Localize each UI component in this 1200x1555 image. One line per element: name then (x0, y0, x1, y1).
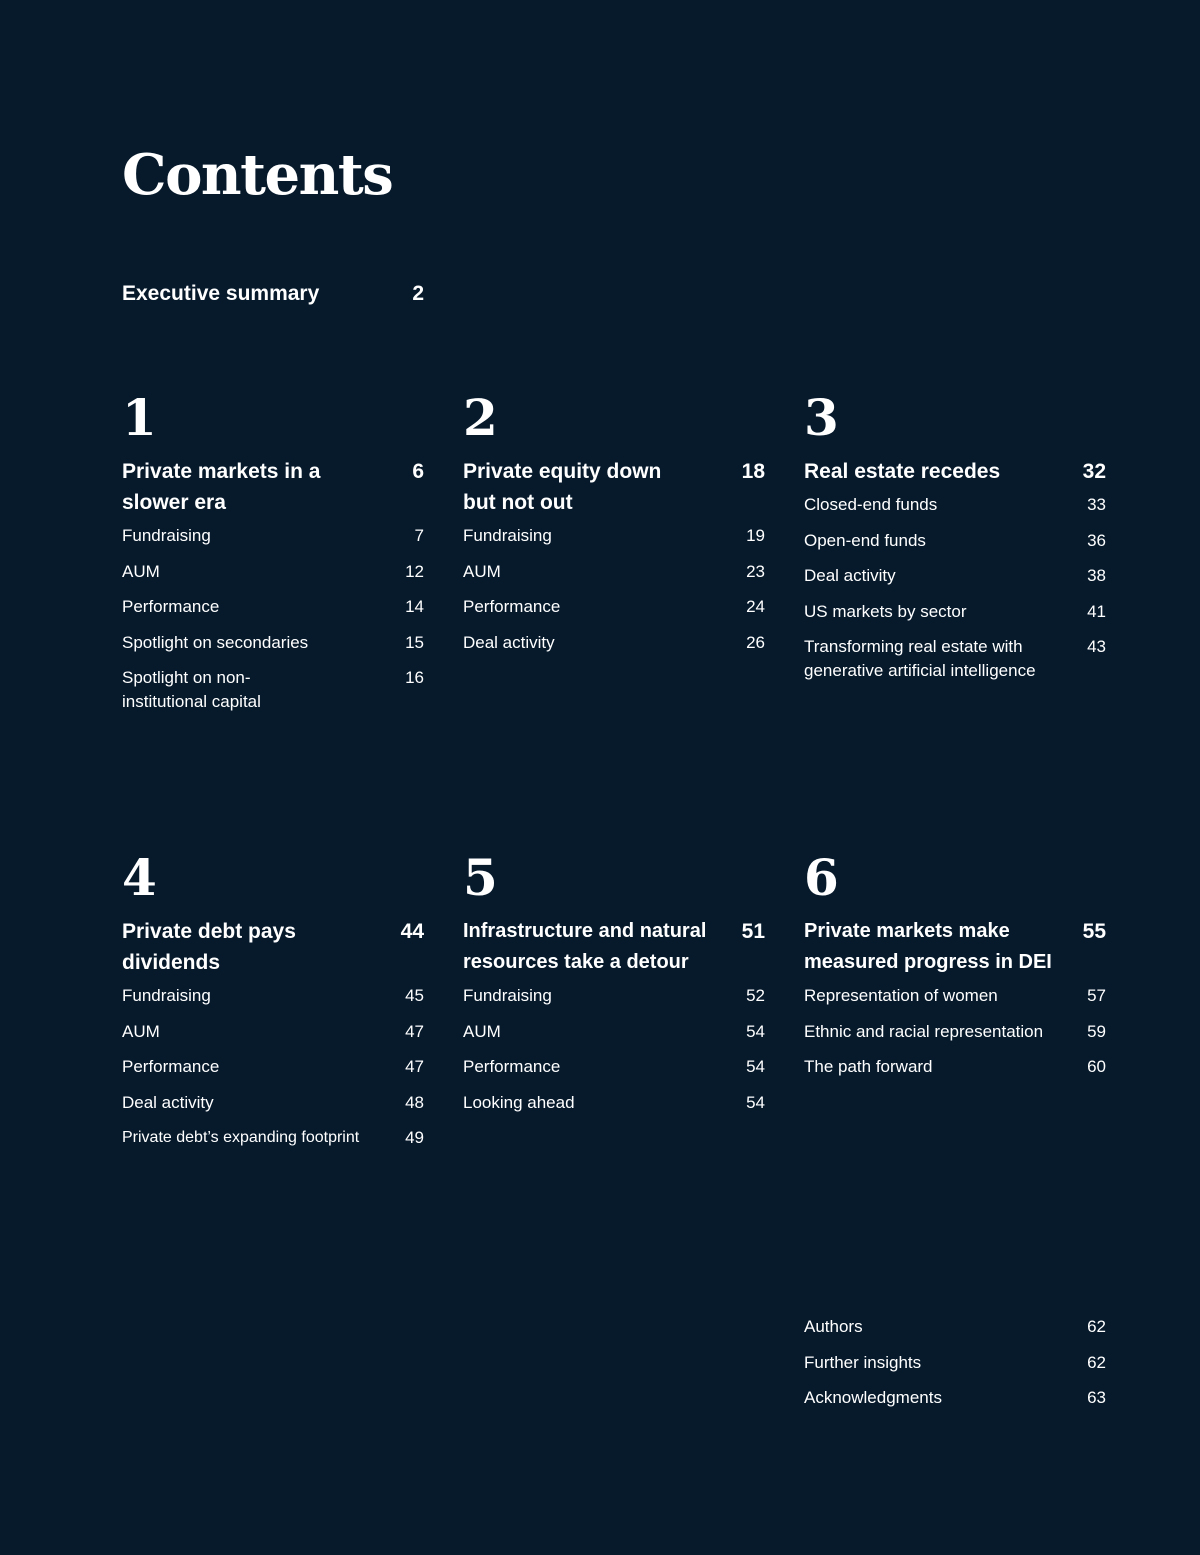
toc-item[interactable] (463, 1020, 765, 1044)
section-page: 51 (741, 920, 765, 943)
toc-item-label: Spotlight on non-institutional capital (122, 668, 261, 711)
toc-item-page: 45 (405, 986, 424, 1005)
toc-item-label: Spotlight on secondaries (122, 632, 309, 652)
toc-item[interactable] (122, 1091, 424, 1115)
toc-item-page: 47 (405, 1021, 424, 1041)
section-items (463, 524, 765, 655)
section-page: 32 (1082, 460, 1106, 483)
section-items (804, 493, 1106, 683)
toc-item-label: Closed-end funds (804, 495, 938, 514)
toc-item[interactable] (122, 666, 424, 714)
toc-item-label: Further insights (804, 1352, 922, 1372)
toc-item[interactable] (463, 524, 765, 548)
section-1 (122, 388, 424, 726)
toc-item-label: Fundraising (463, 526, 552, 545)
toc-item-page: 26 (746, 632, 765, 652)
toc-item-page: 52 (746, 986, 765, 1005)
toc-item-label: Performance (122, 1057, 220, 1076)
toc-item[interactable] (463, 631, 765, 655)
toc-item-page: 43 (1087, 637, 1106, 656)
toc-item-page: 47 (405, 1057, 424, 1076)
section-items (122, 984, 424, 1150)
toc-item-label: AUM (122, 561, 160, 581)
toc-item-label: Transforming real estate with generative artificial intelligence (804, 637, 1036, 680)
toc-item-page: 54 (746, 1092, 765, 1112)
section-heading[interactable] (122, 916, 424, 978)
toc-item-label: AUM (463, 561, 501, 581)
toc-item-label: Acknowledgments (804, 1388, 942, 1407)
toc-item-label: The path forward (804, 1057, 933, 1076)
toc-entry-executive-summary[interactable] (122, 280, 424, 308)
section-number: 6 (804, 848, 839, 907)
section-heading[interactable] (463, 456, 765, 518)
toc-item-page: 15 (405, 632, 424, 652)
toc-item-page: 7 (414, 526, 424, 545)
page-title: Contents (122, 142, 393, 208)
toc-item-label: AUM (122, 1021, 160, 1041)
toc-item-page: 57 (1087, 986, 1106, 1005)
section-number: 1 (122, 388, 157, 447)
toc-item[interactable] (804, 984, 1106, 1008)
toc-item[interactable] (804, 600, 1106, 624)
toc-item-acknowledgments[interactable] (804, 1386, 1106, 1410)
section-page: 6 (412, 460, 424, 483)
toc-entry-page: 2 (412, 282, 424, 305)
toc-item-label: Fundraising (122, 526, 211, 545)
toc-item[interactable] (463, 984, 765, 1008)
toc-item-label: AUM (463, 1021, 501, 1041)
toc-item-label: Looking ahead (463, 1092, 575, 1112)
section-number: 3 (804, 388, 839, 447)
section-page: 44 (400, 920, 424, 943)
section-page: 18 (741, 460, 765, 483)
toc-item-label: Authors (804, 1317, 863, 1336)
toc-item-page: 12 (405, 561, 424, 581)
toc-item-label: Performance (122, 597, 220, 616)
section-6 (804, 848, 1106, 1091)
section-heading[interactable] (463, 916, 765, 978)
section-items (463, 984, 765, 1115)
toc-item-label: Performance (463, 597, 561, 616)
toc-item-page: 24 (746, 597, 765, 616)
toc-item-page: 59 (1087, 1021, 1106, 1041)
toc-item[interactable] (463, 1091, 765, 1115)
toc-item-page: 63 (1087, 1388, 1106, 1407)
toc-item-label: Ethnic and racial representation (804, 1021, 1044, 1041)
toc-item-label: Private debt’s expanding footprint (122, 1129, 360, 1146)
toc-entry-label: Executive summary (122, 282, 320, 305)
toc-item[interactable] (122, 524, 424, 548)
toc-item-label: Representation of women (804, 986, 998, 1005)
section-title: Private markets in a slower era (122, 460, 321, 514)
section-number: 5 (463, 848, 498, 907)
section-page: 55 (1082, 920, 1106, 943)
toc-item[interactable] (804, 635, 1106, 683)
section-heading[interactable] (122, 456, 424, 518)
toc-item-page: 36 (1087, 530, 1106, 550)
toc-item-label: Performance (463, 1057, 561, 1076)
toc-item-page: 19 (746, 526, 765, 545)
section-items (122, 524, 424, 714)
section-title: Private markets make measured progress in DEI (804, 920, 1052, 973)
toc-item-page: 60 (1087, 1057, 1106, 1076)
toc-item[interactable] (122, 1020, 424, 1044)
toc-item[interactable] (463, 1055, 765, 1079)
toc-item[interactable] (122, 595, 424, 619)
toc-item[interactable] (804, 1055, 1106, 1079)
toc-item[interactable] (122, 631, 424, 655)
appendix-list (804, 1315, 1106, 1422)
toc-item-page: 62 (1087, 1352, 1106, 1372)
toc-item-page: 33 (1087, 495, 1106, 514)
toc-item-label: US markets by sector (804, 601, 967, 621)
section-number: 2 (463, 388, 498, 447)
toc-item-page: 16 (405, 668, 424, 687)
toc-item[interactable] (122, 560, 424, 584)
toc-item-page: 38 (1087, 566, 1106, 585)
toc-item-page: 54 (746, 1057, 765, 1076)
section-title: Private debt pays dividends (122, 920, 296, 974)
toc-item-label: Deal activity (804, 566, 896, 585)
toc-item-page: 54 (746, 1021, 765, 1041)
toc-item-further-insights[interactable] (804, 1351, 1106, 1375)
section-5 (463, 848, 765, 1126)
toc-item[interactable] (804, 529, 1106, 553)
section-number: 4 (122, 848, 157, 907)
toc-item-page: 48 (405, 1092, 424, 1112)
section-heading[interactable] (804, 456, 1106, 487)
toc-item-page: 41 (1087, 601, 1106, 621)
section-title: Private equity down but not out (463, 460, 662, 514)
section-3 (804, 388, 1106, 695)
toc-item-label: Open-end funds (804, 530, 926, 550)
toc-item-page: 23 (746, 561, 765, 581)
section-items (804, 984, 1106, 1079)
toc-item[interactable] (122, 1055, 424, 1079)
toc-item-page: 62 (1087, 1317, 1106, 1336)
toc-item-authors[interactable] (804, 1315, 1106, 1339)
toc-item-label: Fundraising (122, 986, 211, 1005)
toc-item[interactable] (804, 1020, 1106, 1044)
toc-item-label: Deal activity (463, 632, 555, 652)
section-title: Real estate recedes (804, 460, 1001, 483)
toc-item[interactable] (122, 1126, 424, 1150)
section-4 (122, 848, 424, 1162)
toc-item[interactable] (804, 493, 1106, 517)
toc-item-label: Deal activity (122, 1092, 214, 1112)
section-2 (463, 388, 765, 666)
toc-item[interactable] (463, 595, 765, 619)
section-heading[interactable] (804, 916, 1106, 978)
toc-item-label: Fundraising (463, 986, 552, 1005)
toc-item[interactable] (804, 564, 1106, 588)
section-title: Infrastructure and natural resources take a detour (463, 920, 707, 973)
toc-item[interactable] (463, 560, 765, 584)
toc-item[interactable] (122, 984, 424, 1008)
toc-item-page: 49 (405, 1128, 424, 1147)
toc-item-page: 14 (405, 597, 424, 616)
